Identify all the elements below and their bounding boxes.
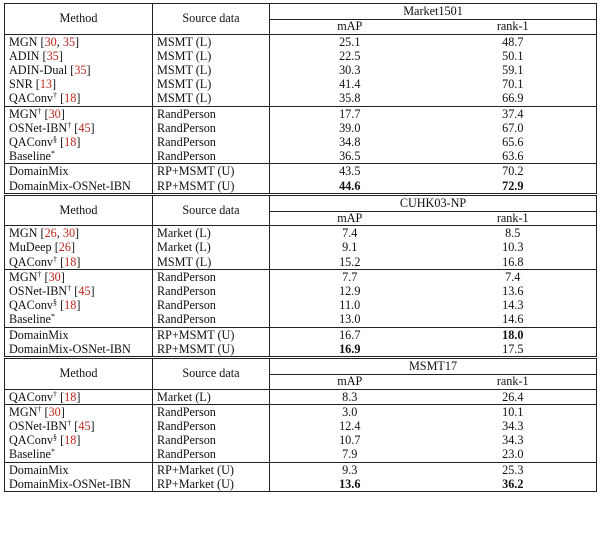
header-dataset: CUHK03-NP	[270, 194, 597, 211]
citation-link[interactable]: 45	[78, 120, 91, 135]
source-cell: RandPerson	[153, 149, 270, 164]
method-cell: SNR [13]	[5, 77, 153, 91]
method-superscript: †	[67, 418, 72, 428]
map-cell: 17.7	[270, 106, 430, 121]
method-superscript: *	[50, 149, 55, 159]
rank1-cell: 48.7	[430, 34, 597, 49]
method-name: Baseline	[9, 149, 51, 164]
rank1-cell: 25.3	[430, 462, 597, 477]
source-cell: RandPerson	[153, 284, 270, 298]
map-cell: 30.3	[339, 62, 361, 77]
method-name: DomainMix-OSNet-IBN	[9, 476, 131, 491]
rank1-cell: 70.2	[430, 164, 597, 179]
rank1-cell: 16.8	[430, 255, 597, 270]
table-row	[5, 389, 597, 404]
method-name: ADIN-Dual	[9, 62, 71, 77]
table-row	[5, 327, 597, 342]
table-row	[5, 477, 597, 492]
rank1-cell: 67.0	[430, 121, 597, 135]
source-cell: RP+MSMT (U)	[153, 342, 270, 358]
source-cell: MSMT (L)	[153, 77, 270, 91]
header-method: Method	[5, 358, 153, 390]
method-superscript: †	[53, 389, 58, 399]
rank1-cell: 50.1	[430, 49, 597, 63]
map-cell: 12.9	[339, 284, 361, 299]
method-cell: OSNet-IBN† [45]	[5, 121, 153, 135]
source-cell: RP+MSMT (U)	[153, 327, 270, 342]
citation-link[interactable]: 18	[64, 254, 77, 269]
map-cell: 13.0	[339, 312, 361, 327]
rank1-cell: 34.3	[430, 433, 597, 447]
citation-link[interactable]: 30	[48, 106, 61, 121]
source-cell: RP+Market (U)	[153, 477, 270, 492]
ref-separator: ,	[56, 226, 63, 241]
method-name: MGN	[9, 404, 38, 419]
map-cell: 41.4	[339, 77, 361, 92]
method-cell: OSNet-IBN† [45]	[5, 419, 153, 433]
method-cell: MGN† [30]	[5, 269, 153, 284]
header-rank1: rank-1	[430, 20, 597, 35]
method-cell: QAConv§ [18]	[5, 135, 153, 149]
table-row	[5, 284, 597, 298]
method-cell: MGN† [30]	[5, 106, 153, 121]
method-name: DomainMix-OSNet-IBN	[9, 341, 131, 356]
source-cell: RandPerson	[153, 269, 270, 284]
source-cell: Market (L)	[153, 226, 270, 241]
method-name: QAConv	[9, 298, 54, 313]
citation-link[interactable]: 13	[39, 77, 53, 92]
rank1-cell: 34.3	[430, 419, 597, 433]
results-table-container	[4, 3, 596, 492]
map-cell: 15.2	[339, 254, 361, 269]
method-cell	[5, 179, 153, 195]
method-superscript: †	[53, 254, 58, 264]
method-cell	[5, 447, 153, 462]
ref-separator: ,	[56, 34, 63, 49]
citation-link[interactable]: 18	[64, 298, 77, 313]
method-name: MGN	[9, 226, 41, 241]
header-source: Source data	[153, 194, 270, 226]
table-row	[5, 121, 597, 135]
method-superscript: §	[53, 134, 58, 144]
table-row	[5, 404, 597, 419]
method-cell: QAConv§ [18]	[5, 433, 153, 447]
source-cell: MSMT (L)	[153, 63, 270, 77]
source-cell: Market (L)	[153, 240, 270, 254]
map-cell: 7.7	[270, 269, 430, 284]
citation-link[interactable]: 30	[44, 34, 57, 49]
citation-link[interactable]: 18	[64, 134, 77, 149]
table-row	[5, 149, 597, 164]
table-row	[5, 135, 597, 149]
method-cell: MGN [30, 35]	[5, 34, 153, 49]
header-method: Method	[5, 4, 153, 35]
method-name: MGN	[9, 34, 41, 49]
citation-link[interactable]: 26	[58, 240, 71, 255]
source-cell: RandPerson	[153, 106, 270, 121]
map-cell: 3.0	[270, 404, 430, 419]
method-name: OSNet-IBN	[9, 120, 68, 135]
method-superscript: *	[50, 312, 55, 322]
source-cell: RandPerson	[153, 135, 270, 149]
table-row	[5, 462, 597, 477]
method-cell	[5, 327, 153, 342]
method-cell	[5, 342, 153, 358]
header-source: Source data	[153, 358, 270, 390]
source-cell: RandPerson	[153, 419, 270, 433]
rank1-cell: 72.9	[430, 179, 597, 195]
source-cell: RP+Market (U)	[153, 462, 270, 477]
method-superscript: *	[50, 447, 55, 457]
citation-link[interactable]: 35	[62, 34, 76, 49]
rank1-cell: 17.5	[430, 342, 597, 358]
header-map: mAP	[270, 20, 430, 35]
citation-link[interactable]: 18	[64, 389, 77, 404]
rank1-cell: 10.3	[430, 240, 597, 254]
header-row	[5, 194, 597, 211]
method-name: OSNet-IBN	[9, 284, 68, 299]
method-name: MGN	[9, 269, 38, 284]
rank1-cell: 26.4	[430, 389, 597, 404]
rank1-cell: 14.3	[430, 298, 597, 312]
table-row	[5, 240, 597, 254]
source-cell: RP+MSMT (U)	[153, 179, 270, 195]
table-row	[5, 226, 597, 241]
map-cell: 39.0	[339, 120, 361, 135]
method-cell: QAConv† [18]	[5, 255, 153, 270]
method-cell: QAConv† [18]	[5, 389, 153, 404]
method-cell	[5, 312, 153, 327]
method-cell	[5, 462, 153, 477]
method-name: MGN	[9, 106, 38, 121]
source-cell: RandPerson	[153, 298, 270, 312]
method-name: Baseline	[9, 312, 51, 327]
source-cell: MSMT (L)	[153, 34, 270, 49]
method-cell: QAConv§ [18]	[5, 298, 153, 312]
citation-link[interactable]: 30	[48, 404, 61, 419]
map-cell: 25.1	[339, 34, 361, 49]
table-row	[5, 164, 597, 179]
table-row	[5, 106, 597, 121]
rank1-cell: 8.5	[430, 226, 597, 241]
map-cell: 34.8	[339, 134, 361, 149]
method-cell: QAConv† [18]	[5, 91, 153, 106]
method-name: QAConv	[9, 91, 54, 106]
method-superscript: §	[53, 433, 58, 443]
method-cell: MGN [26, 30]	[5, 226, 153, 241]
table-row	[5, 77, 597, 91]
method-superscript: †	[67, 120, 72, 130]
header-source: Source data	[153, 4, 270, 35]
rank1-cell: 65.6	[430, 135, 597, 149]
method-superscript: †	[37, 269, 42, 279]
table-row	[5, 298, 597, 312]
method-superscript: †	[37, 106, 42, 116]
table-row	[5, 255, 597, 270]
map-cell: 35.8	[339, 91, 361, 106]
source-cell: RandPerson	[153, 447, 270, 462]
map-cell: 12.4	[339, 418, 361, 433]
method-superscript: †	[67, 284, 72, 294]
source-cell: MSMT (L)	[153, 49, 270, 63]
method-cell: ADIN [35]	[5, 49, 153, 63]
citation-link[interactable]: 30	[62, 226, 76, 241]
source-cell: MSMT (L)	[153, 91, 270, 106]
map-cell: 8.3	[342, 389, 358, 404]
header-dataset: Market1501	[270, 4, 597, 20]
method-cell: ADIN-Dual [35]	[5, 63, 153, 77]
map-cell: 22.5	[339, 48, 361, 63]
table-row	[5, 49, 597, 63]
rank1-cell: 13.6	[430, 284, 597, 298]
citation-link[interactable]: 35	[74, 62, 87, 77]
source-cell: RandPerson	[153, 312, 270, 327]
map-cell: 9.3	[270, 462, 430, 477]
map-cell: 36.5	[339, 149, 361, 164]
method-name: QAConv	[9, 389, 54, 404]
header-row	[5, 4, 597, 20]
citation-link[interactable]: 30	[48, 269, 61, 284]
method-name: QAConv	[9, 134, 54, 149]
citation-link[interactable]: 45	[78, 418, 91, 433]
header-rank1: rank-1	[430, 211, 597, 226]
table-row	[5, 34, 597, 49]
method-cell	[5, 149, 153, 164]
method-cell	[5, 477, 153, 492]
map-cell: 9.1	[342, 240, 358, 255]
rank1-cell: 63.6	[430, 149, 597, 164]
method-superscript: †	[37, 404, 42, 414]
citation-link[interactable]: 18	[64, 91, 77, 106]
method-name: DomainMix	[9, 164, 69, 179]
rank1-cell: 18.0	[430, 327, 597, 342]
source-cell: RP+MSMT (U)	[153, 164, 270, 179]
rank1-cell: 14.6	[430, 312, 597, 327]
method-name: Baseline	[9, 447, 51, 462]
header-map: mAP	[270, 211, 430, 226]
method-superscript: §	[53, 298, 58, 308]
map-cell: 11.0	[339, 298, 361, 313]
map-cell: 7.9	[342, 447, 358, 462]
map-cell: 7.4	[342, 226, 358, 241]
method-name: OSNet-IBN	[9, 418, 68, 433]
map-cell: 44.6	[270, 179, 430, 195]
method-name: QAConv	[9, 433, 54, 448]
source-cell: Market (L)	[153, 389, 270, 404]
citation-link[interactable]: 45	[78, 284, 91, 299]
rank1-cell: 7.4	[430, 269, 597, 284]
map-cell: 10.7	[339, 433, 361, 448]
method-name: ADIN	[9, 48, 43, 63]
header-rank1: rank-1	[430, 375, 597, 390]
rank1-cell: 36.2	[430, 477, 597, 492]
method-name: SNR	[9, 77, 36, 92]
map-cell: 16.7	[270, 327, 430, 342]
citation-link[interactable]: 18	[64, 433, 77, 448]
source-cell: MSMT (L)	[153, 255, 270, 270]
table-row	[5, 63, 597, 77]
citation-link[interactable]: 35	[46, 48, 59, 63]
header-map: mAP	[270, 375, 430, 390]
table-row	[5, 179, 597, 195]
method-cell: MuDeep [26]	[5, 240, 153, 254]
method-name: DomainMix	[9, 462, 69, 477]
header-method: Method	[5, 194, 153, 226]
method-name: DomainMix-OSNet-IBN	[9, 178, 131, 193]
results-table-body	[5, 4, 597, 492]
table-row	[5, 312, 597, 327]
method-name: MuDeep	[9, 240, 55, 255]
method-name: QAConv	[9, 254, 54, 269]
rank1-cell: 10.1	[430, 404, 597, 419]
header-row	[5, 358, 597, 375]
method-cell	[5, 164, 153, 179]
rank1-cell: 37.4	[430, 106, 597, 121]
table-row	[5, 342, 597, 358]
table-row	[5, 447, 597, 462]
map-cell: 43.5	[270, 164, 430, 179]
rank1-cell: 70.1	[430, 77, 597, 91]
table-row	[5, 91, 597, 106]
method-cell: OSNet-IBN† [45]	[5, 284, 153, 298]
source-cell: RandPerson	[153, 433, 270, 447]
method-superscript: †	[53, 91, 58, 101]
map-cell: 16.9	[270, 342, 430, 358]
rank1-cell: 66.9	[430, 91, 597, 106]
table-row	[5, 419, 597, 433]
source-cell: RandPerson	[153, 404, 270, 419]
source-cell: RandPerson	[153, 121, 270, 135]
results-table	[4, 3, 597, 492]
table-row	[5, 269, 597, 284]
citation-link[interactable]: 26	[44, 226, 57, 241]
header-dataset: MSMT17	[270, 358, 597, 375]
table-row	[5, 433, 597, 447]
method-name: DomainMix	[9, 327, 69, 342]
map-cell: 13.6	[270, 477, 430, 492]
method-cell: MGN† [30]	[5, 404, 153, 419]
rank1-cell: 23.0	[430, 447, 597, 462]
rank1-cell: 59.1	[430, 63, 597, 77]
